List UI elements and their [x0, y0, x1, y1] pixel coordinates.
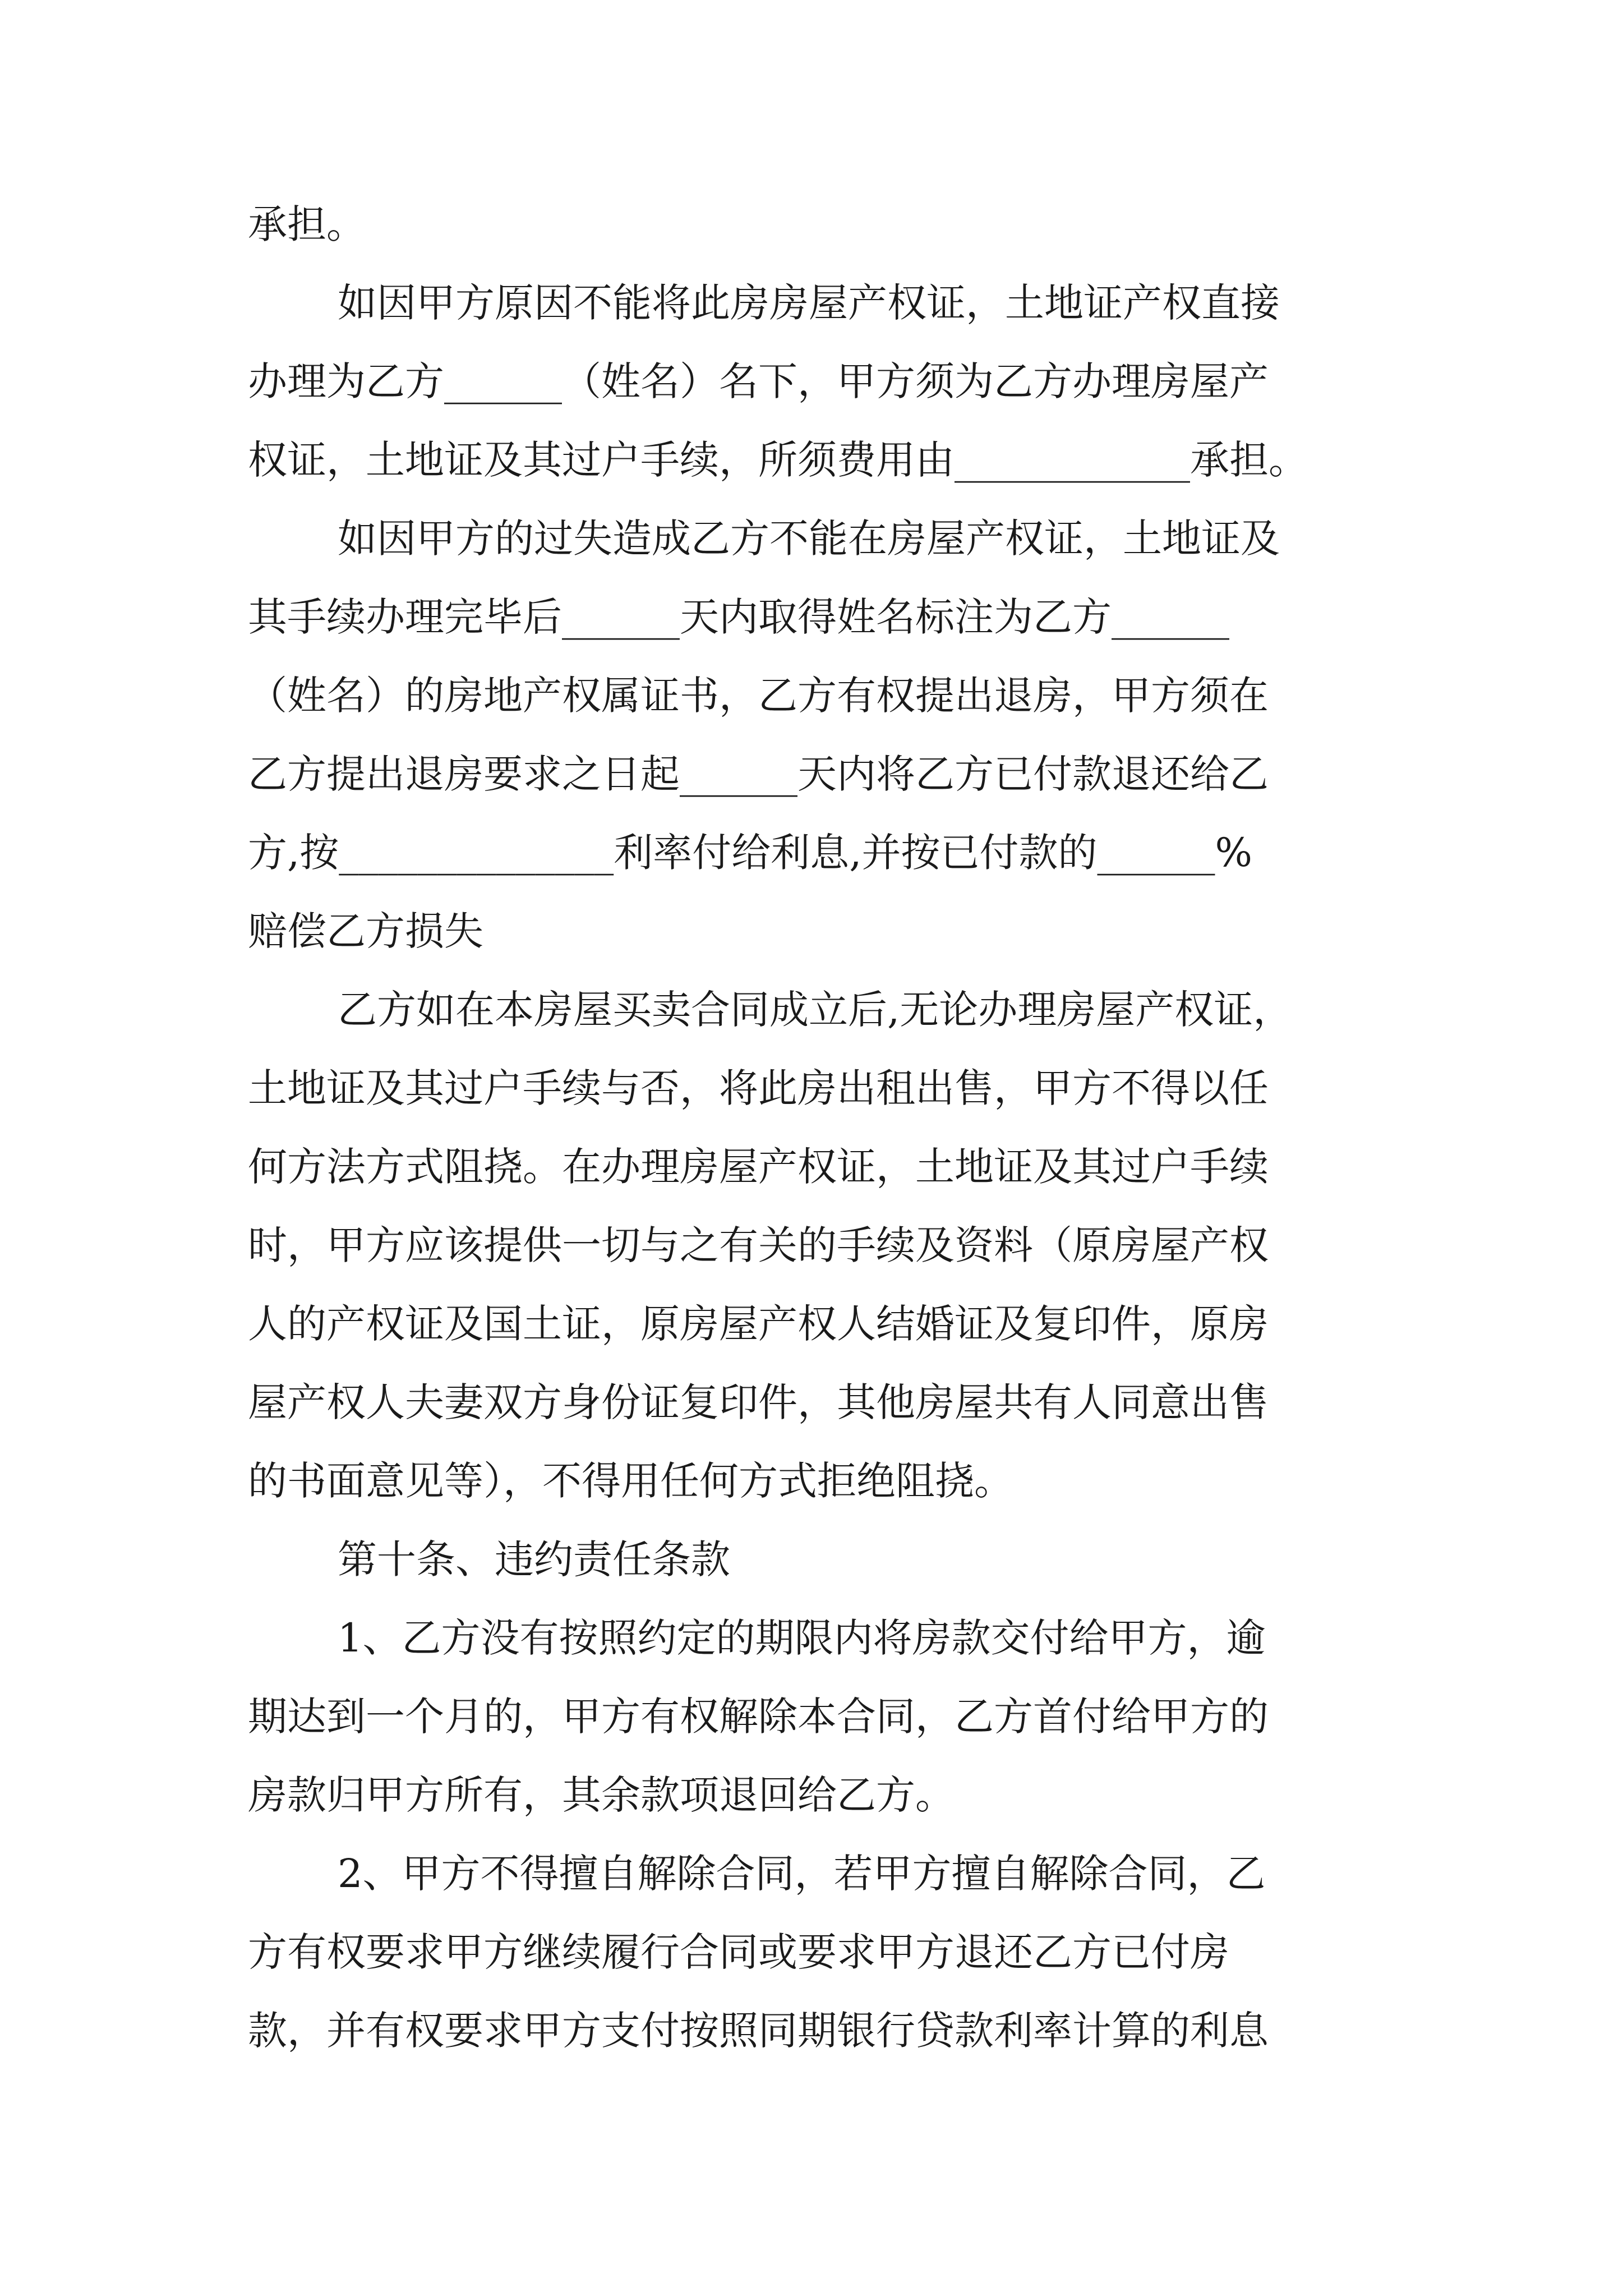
text-line: 乙方提出退房要求之日起______天内将乙方已付款退还给乙 [248, 751, 1269, 797]
text-line: 乙方如在本房屋买卖合同成立后,无论办理房屋产权证， [338, 987, 1293, 1033]
text-line: 期达到一个月的，甲方有权解除本合同，乙方首付给甲方的 [248, 1694, 1269, 1740]
text-line: 人的产权证及国土证，原房屋产权人结婚证及复印件，原房 [248, 1301, 1269, 1347]
text-line: 承担。 [248, 201, 366, 247]
text-line: 权证，土地证及其过户手续，所须费用由____________承担。 [248, 437, 1308, 483]
text-line: 款，并有权要求甲方支付按照同期银行贷款利率计算的利息 [248, 2008, 1269, 2054]
text-line: 土地证及其过户手续与否，将此房出租出售，甲方不得以任 [248, 1065, 1269, 1111]
text-line: 屋产权人夫妻双方身份证复印件，其他房屋共有人同意出售 [248, 1379, 1269, 1425]
text-line: 何方法方式阻挠。在办理房屋产权证，土地证及其过户手续 [248, 1144, 1269, 1190]
text-line: 房款归甲方所有，其余款项退回给乙方。 [248, 1772, 955, 1818]
text-line: 赔偿乙方损失 [248, 908, 483, 954]
text-line: 如因甲方原因不能将此房房屋产权证，土地证产权直接 [338, 280, 1280, 326]
text-line: 方,按______________利率付给利息,并按已付款的______% [248, 830, 1253, 876]
text-line: 2、甲方不得擅自解除合同，若甲方擅自解除合同，乙 [338, 1851, 1266, 1897]
text-line: 1、乙方没有按照约定的期限内将房款交付给甲方，逾 [338, 1615, 1266, 1661]
text-line: 办理为乙方______（姓名）名下，甲方须为乙方办理房屋产 [248, 358, 1269, 404]
text-line: 如因甲方的过失造成乙方不能在房屋产权证，土地证及 [338, 516, 1280, 562]
document-page [248, 185, 1386, 2070]
text-line: 的书面意见等），不得用任何方式拒绝阻挠。 [248, 1458, 1013, 1504]
text-line: （姓名）的房地产权属证书，乙方有权提出退房，甲方须在 [248, 673, 1269, 719]
text-line: 时，甲方应该提供一切与之有关的手续及资料（原房屋产权 [248, 1222, 1269, 1268]
text-line: 其手续办理完毕后______天内取得姓名标注为乙方______ [248, 594, 1229, 640]
text-line: 方有权要求甲方继续履行合同或要求甲方退还乙方已付房 [248, 1929, 1229, 1975]
section-heading: 第十条、违约责任条款 [338, 1536, 730, 1582]
